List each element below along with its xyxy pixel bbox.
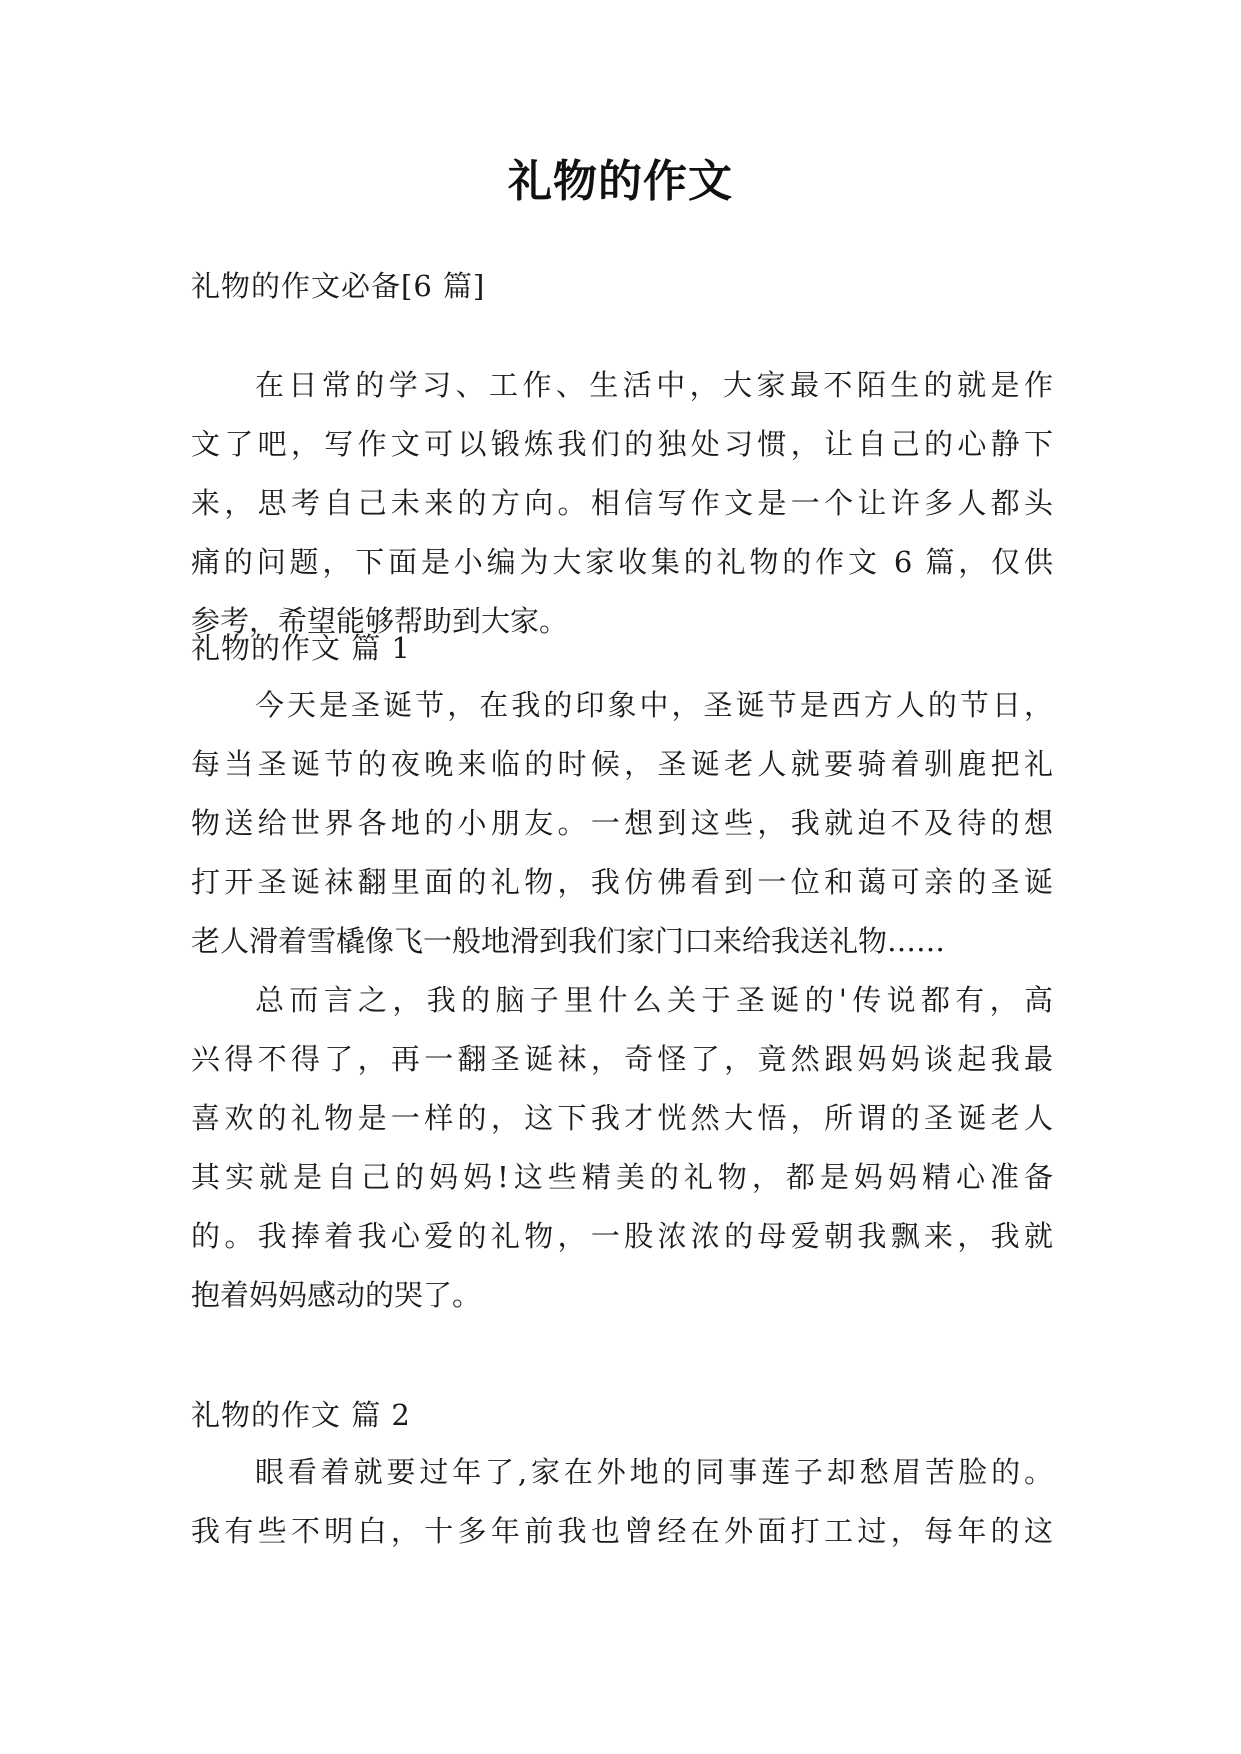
paragraph-line: 每当圣诞节的夜晚来临的时候，圣诞老人就要骑着驯鹿把礼 bbox=[191, 747, 1053, 781]
paragraph-line: 总而言之，我的脑子里什么关于圣诞的'传说都有，高 bbox=[255, 983, 1053, 1017]
paragraph-line: 其实就是自己的妈妈!这些精美的礼物，都是妈妈精心准备 bbox=[191, 1160, 1053, 1194]
paragraph-line: 眼看着就要过年了,家在外地的同事莲子却愁眉苦脸的。 bbox=[255, 1455, 1053, 1489]
intro-paragraph bbox=[191, 356, 1053, 651]
paragraph-line: 文了吧，写作文可以锻炼我们的独处习惯，让自己的心静下 bbox=[191, 427, 1053, 461]
section-heading-2: 礼物的作文 篇 2 bbox=[191, 1398, 411, 1432]
paragraph-line: 兴得不得了，再一翻圣诞袜，奇怪了，竟然跟妈妈谈起我最 bbox=[191, 1042, 1053, 1076]
paragraph-line: 我有些不明白，十多年前我也曾经在外面打工过，每年的这 bbox=[191, 1514, 1053, 1548]
paragraph-line: 抱着妈妈感动的哭了。 bbox=[191, 1278, 482, 1312]
paragraph-line: 喜欢的礼物是一样的，这下我才恍然大悟，所谓的圣诞老人 bbox=[191, 1101, 1053, 1135]
section-2-paragraph-1 bbox=[191, 1443, 1053, 1561]
paragraph-line: 的。我捧着我心爱的礼物，一股浓浓的母爱朝我飘来，我就 bbox=[191, 1219, 1053, 1253]
paragraph-line: 参考，希望能够帮助到大家。 bbox=[191, 604, 569, 638]
section-1-paragraph-1 bbox=[191, 676, 1053, 971]
document-subtitle: 礼物的作文必备[6 篇] bbox=[191, 269, 486, 303]
paragraph-line: 老人滑着雪橇像飞一般地滑到我们家门口来给我送礼物…… bbox=[191, 924, 946, 958]
paragraph-line: 物送给世界各地的小朋友。一想到这些，我就迫不及待的想 bbox=[191, 806, 1053, 840]
paragraph-line: 今天是圣诞节，在我的印象中，圣诞节是西方人的节日， bbox=[255, 688, 1053, 722]
paragraph-line: 打开圣诞袜翻里面的礼物，我仿佛看到一位和蔼可亲的圣诞 bbox=[191, 865, 1053, 899]
paragraph-line: 来，思考自己未来的方向。相信写作文是一个让许多人都头 bbox=[191, 486, 1053, 520]
section-1-paragraph-2 bbox=[191, 971, 1053, 1325]
paragraph-line: 在日常的学习、工作、生活中，大家最不陌生的就是作 bbox=[255, 368, 1053, 402]
document-title: 礼物的作文 bbox=[508, 156, 733, 207]
section-heading-1: 礼物的作文 篇 1 bbox=[191, 631, 411, 665]
paragraph-line: 痛的问题，下面是小编为大家收集的礼物的作文 6 篇，仅供 bbox=[191, 545, 1053, 579]
